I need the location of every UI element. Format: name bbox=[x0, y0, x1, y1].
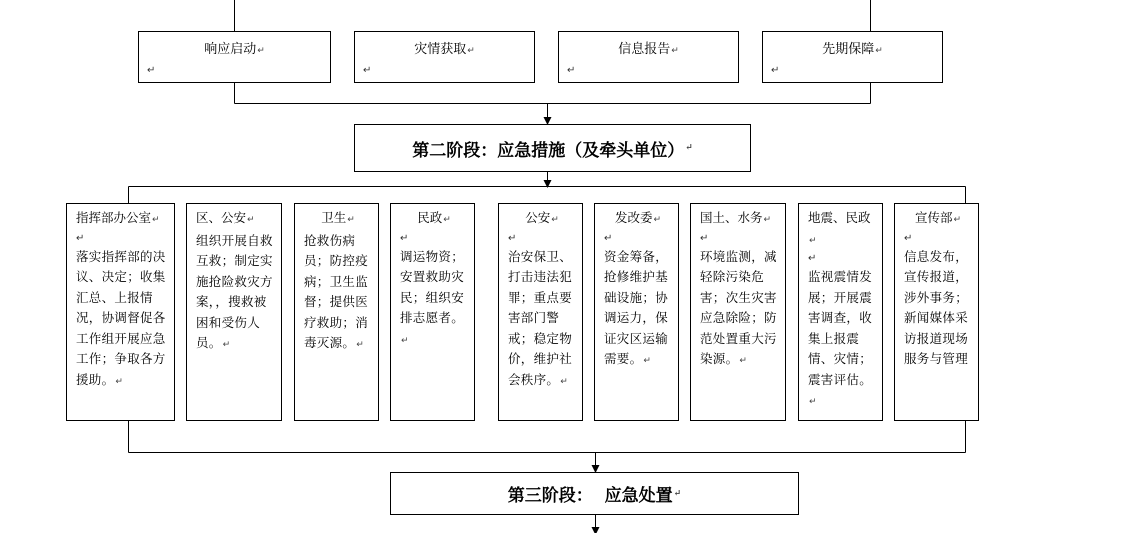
column-box-health bbox=[294, 203, 379, 421]
paragraph-mark: ↵ bbox=[257, 46, 265, 56]
paragraph-mark: ↵ bbox=[363, 65, 372, 76]
paragraph-mark: ↵ bbox=[875, 46, 883, 56]
column-title: 指挥部办公室 bbox=[76, 210, 152, 225]
column-box-publicity bbox=[894, 203, 979, 421]
paragraph-mark: ↵ bbox=[222, 340, 231, 350]
column-box-earthquake-civil bbox=[798, 203, 883, 421]
stage2-box bbox=[354, 124, 751, 172]
column-box-development-reform bbox=[594, 203, 679, 421]
paragraph-mark: ↵ bbox=[700, 232, 709, 244]
paragraph-mark: ↵ bbox=[152, 215, 160, 225]
column-body: 组织开展自救互救；制定实施抢险救灾方案，，搜救被困和受伤人员。 bbox=[196, 232, 273, 350]
column-title: 地震、民政 bbox=[808, 210, 871, 225]
paragraph-mark: ↵ bbox=[671, 46, 679, 56]
paragraph-mark: ↵ bbox=[401, 335, 409, 346]
paragraph-mark: ↵ bbox=[247, 215, 255, 225]
stage3-box bbox=[390, 472, 799, 515]
paragraph-mark: ↵ bbox=[560, 376, 569, 387]
paragraph-mark: ↵ bbox=[147, 65, 156, 76]
column-box-public-security bbox=[498, 203, 583, 421]
paragraph-mark: ↵ bbox=[685, 143, 693, 153]
top-box-disaster-info bbox=[354, 31, 535, 83]
top-box-title: 响应启动 bbox=[204, 42, 257, 57]
paragraph-mark: ↵ bbox=[356, 340, 365, 350]
column-body: 落实指挥部的决议、决定；收集汇总、上报情况，协调督促各工作组开展应急工作；争取各方援助。 bbox=[76, 248, 166, 387]
paragraph-mark: ↵ bbox=[739, 356, 748, 366]
top-box-title: 灾情获取 bbox=[414, 42, 467, 57]
column-title: 公安 bbox=[525, 210, 551, 225]
paragraph-mark: ↵ bbox=[809, 397, 817, 407]
column-title: 民政 bbox=[417, 210, 443, 225]
column-box-command-office bbox=[66, 203, 175, 421]
top-box-response-start bbox=[138, 31, 331, 83]
paragraph-mark: ↵ bbox=[508, 232, 517, 244]
column-title: 发改委 bbox=[614, 210, 653, 225]
paragraph-mark: ↵ bbox=[953, 215, 962, 225]
paragraph-mark: ↵ bbox=[771, 65, 780, 76]
paragraph-mark: ↵ bbox=[115, 376, 124, 387]
paragraph-mark: ↵ bbox=[653, 215, 662, 225]
column-body: 资金筹备，抢修维护基础设施；协调运力，保证灾区运输需要。 bbox=[604, 248, 669, 366]
column-body: 治安保卫、打击违法犯罪；重点要害部门警戒；稳定物价，维护社会秩序。 bbox=[508, 248, 573, 387]
column-body: 调运物资；安置救助灾民；组织安排志愿者。 bbox=[400, 248, 465, 325]
column-title: 国土、水务 bbox=[700, 210, 763, 225]
paragraph-mark: ↵ bbox=[467, 46, 475, 56]
paragraph-mark: ↵ bbox=[673, 488, 682, 499]
paragraph-mark: ↵ bbox=[400, 232, 409, 244]
top-box-title: 信息报告 bbox=[618, 42, 671, 57]
paragraph-mark: ↵ bbox=[551, 215, 559, 225]
paragraph-mark: ↵ bbox=[763, 215, 772, 225]
column-body: 信息发布，宣传报道，涉外事务；新闻媒体采访报道现场服务与管理 bbox=[904, 248, 969, 366]
paragraph-mark: ↵ bbox=[904, 232, 913, 244]
column-title: 区、公安 bbox=[196, 210, 247, 225]
paragraph-mark: ↵ bbox=[808, 253, 817, 264]
top-box-title: 先期保障 bbox=[822, 42, 875, 57]
top-box-info-report bbox=[558, 31, 739, 83]
column-body: 环境监测，减轻除污染危害；次生灾害应急除险；防范处置重大污染源。 bbox=[700, 248, 777, 366]
column-body: 监视震情发展；开展震害调查，收集上报震情、灾情；震害评估。 bbox=[808, 269, 873, 387]
stage2-label: 第二阶段：应急措施（及牵头单位） bbox=[412, 140, 685, 161]
top-box-early-support bbox=[762, 31, 943, 83]
column-body: 抢救伤病员；防控疫病；卫生监督；提供医疗救助；消毒灭源。 bbox=[304, 232, 369, 350]
paragraph-mark: ↵ bbox=[567, 65, 576, 76]
paragraph-mark: ↵ bbox=[809, 235, 817, 246]
paragraph-mark: ↵ bbox=[76, 232, 85, 244]
paragraph-mark: ↵ bbox=[604, 232, 613, 244]
stage3-label: 第三阶段： 应急处置 bbox=[507, 486, 673, 506]
column-title: 宣传部 bbox=[914, 210, 953, 225]
paragraph-mark: ↵ bbox=[643, 356, 652, 366]
column-box-land-water bbox=[690, 203, 786, 421]
column-box-civil-affairs bbox=[390, 203, 475, 421]
column-title: 卫生 bbox=[321, 210, 347, 225]
paragraph-mark: ↵ bbox=[347, 215, 355, 225]
paragraph-mark: ↵ bbox=[443, 215, 451, 225]
column-box-district-police bbox=[186, 203, 282, 421]
